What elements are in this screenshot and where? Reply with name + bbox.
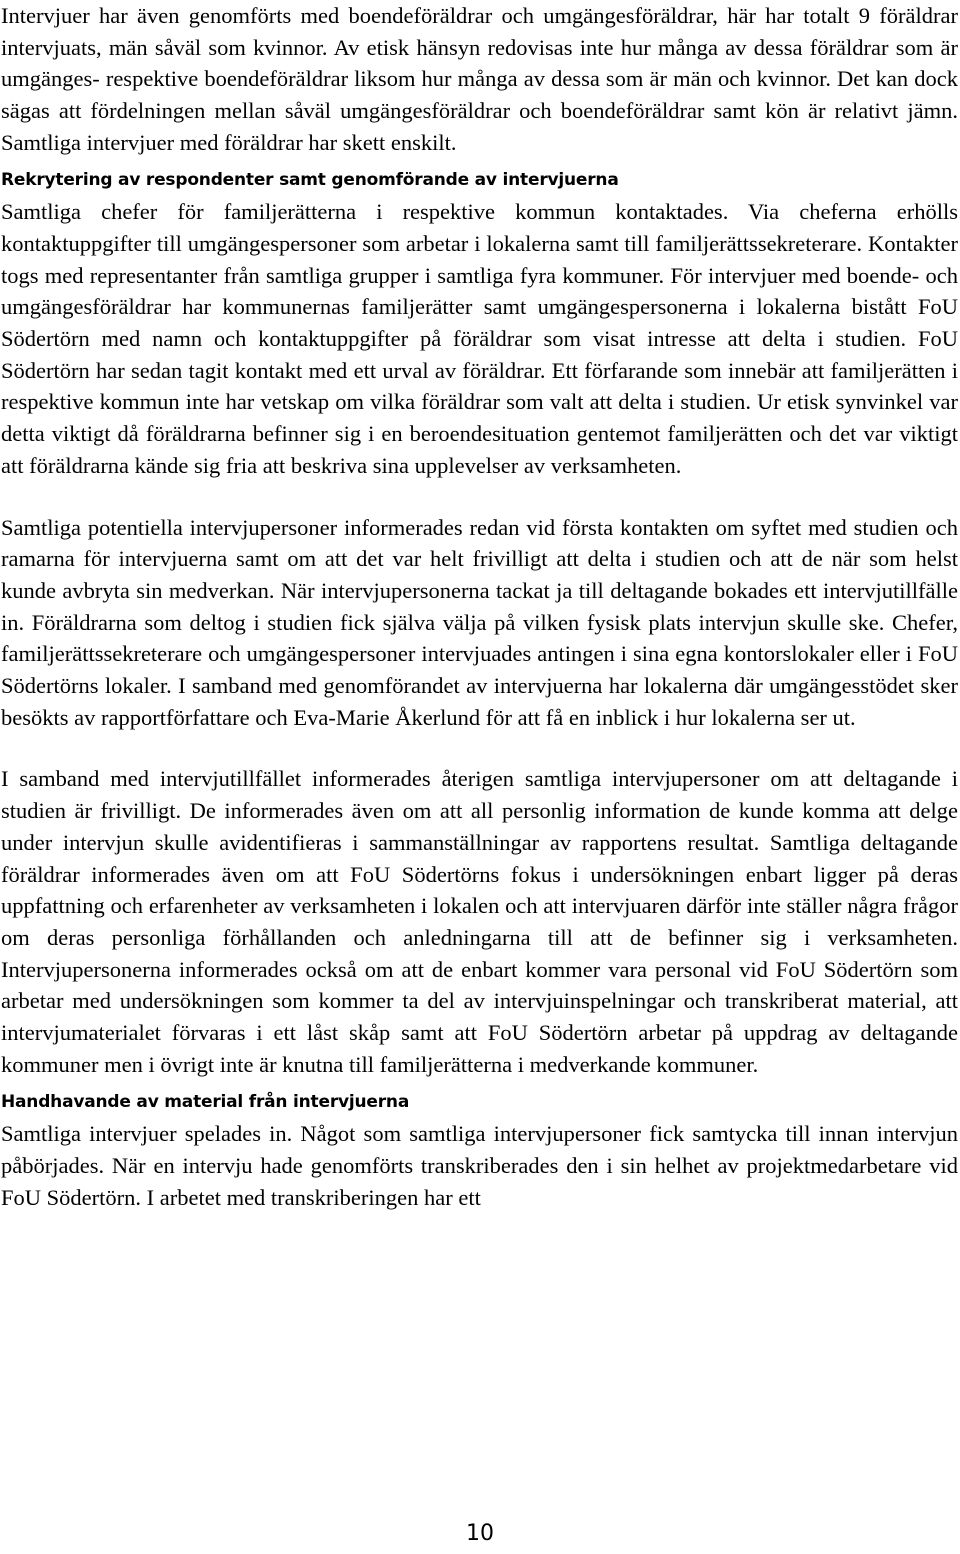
paragraph-material-handling: Samtliga intervjuer spelades in. Något som samtliga intervjupersoner fick samtycka till innan intervjun påbörjades. När en intervju hade genomförts transkriberades den i sin helhet av projektmedarbetare vid FoU Södertörn. I arbetet med transkriberingen har ett xyxy=(1,1121,958,1210)
paragraph-voluntary-participation: I samband med intervjutillfället informerades återigen samtliga intervjupersoner om att deltagande i studien är frivilligt. De informerades även om att all personlig information de kunde komma att delge under intervjun skulle avidentifieras i sammanställningar av rapportens resultat. Samtliga deltagande föräldrar informerades även om att FoU Södertörns fokus i undersökningen enbart ligger på deras uppfattning och erfarenheter av verksamheten i lokalen och att intervjuaren därför inte ställer några frågor om deras personliga förhållanden och anledningarna till att de befinner sig i verksamheten. Intervjupersonerna informerades också om att de enbart kommer vara personal vid FoU Södertörn som arbetar med undersökningen som kommer ta del av intervjuinspelningar och transkriberat material, att intervjumaterialet förvaras i ett låst skåp samt att FoU Södertörn arbetar på uppdrag av deltagande kommuner men i övrigt inte är knutna till familjerätterna i medverkande kommuner. xyxy=(1,766,958,1077)
paragraph-informed-participants: Samtliga potentiella intervjupersoner informerades redan vid första kontakten om syftet med studien och ramarna för intervjuerna samt om att det var helt frivilligt att delta i studien och att de när som helst kunde avbryta sin medverkan. När intervjupersonerna tackat ja till deltagande bokades ett intervjutillfälle in. Föräldrarna som deltog i studien fick själva välja på vilken fysisk plats intervjun skulle ske. Chefer, familjerättssekreterare och umgängespersoner intervjuades antingen i sina egna kontorslokaler eller i FoU Södertörns lokaler. I samband med genomförandet av intervjuerna har lokalerna där umgängesstödet sker besökts av rapportförfattare och Eva-Marie Åkerlund för att få en inblick i hur lokalerna ser ut. xyxy=(1,514,958,730)
heading-recruitment: Rekrytering av respondenter samt genomförande av intervjuerna xyxy=(1,169,619,190)
document-page xyxy=(1,0,958,1213)
paragraph-parent-interviews: Intervjuer har även genomförts med boendeföräldrar och umgängesföräldrar, här har totalt 9 föräldrar intervjuats, män såväl som kvinnor. Av etisk hänsyn redovisas inte hur många av dessa föräldrar som är umgänges- respektive boendeföräldrar liksom hur många av dessa som är män och kvinnor. Det kan dock sägas att fördelningen mellan såväl umgängesföräldrar och boendeföräldrar samt kön är relativt jämn. Samtliga intervjuer med föräldrar har skett enskilt. xyxy=(1,3,958,155)
paragraph-recruitment: Samtliga chefer för familjerätterna i respektive kommun kontaktades. Via cheferna erhölls kontaktuppgifter till umgängespersoner som arbetar i lokalerna samt till familjerättssekreterare. Kontakter togs med representanter från samtliga grupper i samtliga fyra kommuner. För intervjuer med boende- och umgängesföräldrar har kommunernas familjerätter samt umgängespersonerna i lokalerna bistått FoU Södertörn med namn och kontaktuppgifter på föräldrar som visat intresse att delta i studien. FoU Södertörn har sedan tagit kontakt med ett urval av föräldrar. Ett förfarande som innebär att familjerätten i respektive kommun inte har vetskap om vilka föräldrar som valt att delta i studien. Ur etisk synvinkel var detta viktigt då föräldrarna befinner sig i en beroendesituation gentemot familjerätten och det var viktigt att föräldrarna kände sig fria att beskriva sina upplevelser av verksamheten. xyxy=(1,199,958,478)
paragraph-gap xyxy=(1,482,958,512)
heading-material-handling: Handhavande av material från intervjuerna xyxy=(1,1091,410,1112)
paragraph-gap xyxy=(1,733,958,763)
page-number: 10 xyxy=(466,1521,494,1546)
